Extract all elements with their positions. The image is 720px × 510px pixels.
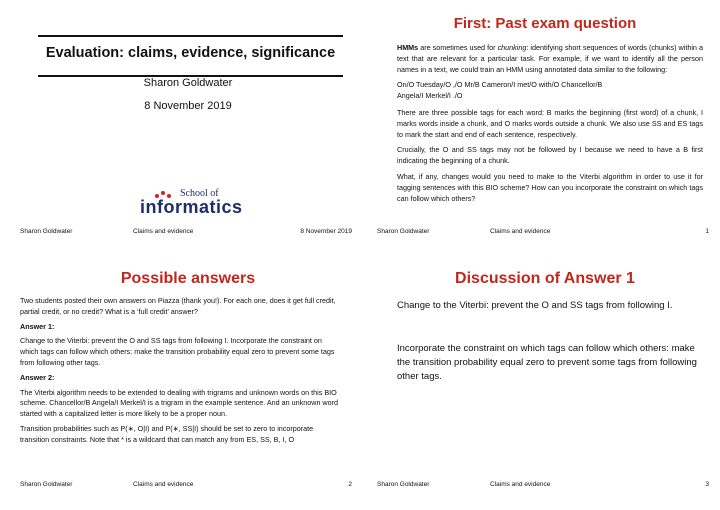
footer-date: 8 November 2019 xyxy=(300,228,352,235)
informatics-logo xyxy=(140,188,250,220)
logo-line1: School of xyxy=(180,188,219,199)
term-chunking: chunking xyxy=(497,43,527,52)
footer-author: Sharon Goldwater xyxy=(377,481,430,488)
deck-title: Evaluation: claims, evidence, significance xyxy=(45,45,336,61)
title-slide xyxy=(18,5,358,250)
page-number: 3 xyxy=(705,481,709,488)
answer-1-label: Answer 1: xyxy=(20,321,55,331)
title-rule-top xyxy=(38,35,343,37)
author: Sharon Goldwater xyxy=(143,77,233,89)
answer-2-label: Answer 2: xyxy=(20,372,55,382)
discussion-point-1: Change to the Viterbi: prevent the O and SS tags from following I. xyxy=(397,300,673,311)
term-hmms: HMMs xyxy=(397,43,419,52)
footer-author: Sharon Goldwater xyxy=(377,228,430,235)
example-line-1: On/O Tuesday/O ,/O Mr/B Cameron/I met/O with/O Chancellor/B xyxy=(397,80,603,90)
paragraph-intro xyxy=(397,43,703,75)
date: 8 November 2019 xyxy=(144,100,232,112)
slide-title: First: Past exam question xyxy=(453,15,637,32)
discussion-point-2: Incorporate the constraint on which tags can follow which others: make the transition probability equal zero to prevent some tags from following other tags. xyxy=(397,343,697,382)
paragraph-question: What, if any, changes would you need to make to the Viterbi algorithm in order to use it for tagging sentences with this BIO scheme? How can you incorporate the constraint on which tags can follow which others? xyxy=(397,171,703,203)
slide-exam-question xyxy=(375,5,715,250)
example-line-2: Angela/I Merkel/I ./O xyxy=(397,91,463,101)
footer-author: Sharon Goldwater xyxy=(20,481,73,488)
footer-topic: Claims and evidence xyxy=(133,228,194,235)
annotated-example xyxy=(397,80,703,102)
logo-line2: informatics xyxy=(140,197,243,217)
answer-2-text: The Viterbi algorithm needs to be extended to dealing with trigrams and unknown words on this BIO scheme. Chancellor/B Angela/I Merkel/I is a trigram in the example sentence. And an unknown word started with a capitalized letter is more likely to be a proper noun. xyxy=(20,387,339,419)
intro-text-b: : identifying short sequences of words (chunks) within a text that are relevant for a particular task. For example, if we want to identify all the person names in a text, we could train an HMM using annotated data similar to the following: xyxy=(397,43,703,74)
footer-topic: Claims and evidence xyxy=(133,481,194,488)
page-number: 2 xyxy=(348,481,352,488)
slide-body xyxy=(397,43,703,209)
intro-text-a: are sometimes used for xyxy=(418,43,498,52)
slide-possible-answers xyxy=(18,258,358,503)
slide-title: Possible answers xyxy=(120,270,256,287)
footer-topic: Claims and evidence xyxy=(490,228,551,235)
paragraph-intro: Two students posted their own answers on Piazza (thank you!). For each one, does it get full credit, partial credit, or no credit? What is a ‘full credit’ answer? xyxy=(20,296,336,316)
slide-title: Discussion of Answer 1 xyxy=(455,270,635,287)
slide-discussion xyxy=(375,258,715,503)
footer-topic: Claims and evidence xyxy=(490,481,551,488)
paragraph-tags: There are three possible tags for each word: B marks the beginning (first word) of a chunk, I marks words inside a chunk, and O marks words outside a chunk. We also use SS and ES tags to mark the start and end of each sentence, respectively. xyxy=(397,107,703,139)
slide-body xyxy=(20,296,338,450)
page-number: 1 xyxy=(705,228,709,235)
answer-1-text: Change to the Viterbi: prevent the O and SS tags from following I. Incorporate the constraint on which tags can follow which others: make the transition probability equal zero to prevent some tags from following other tags. xyxy=(20,336,335,367)
paragraph-constraint: Crucially, the O and SS tags may not be followed by I because we need to have a B first indicating the beginning of a chunk. xyxy=(397,145,703,166)
footer-author: Sharon Goldwater xyxy=(20,228,73,235)
answer-2-text-2: Transition probabilities such as P(∗, O|I) and P(∗, SS|I) should be set to zero to incorporate transition constraints. Note that * is a wildcard that can match any from ES, SS, B, I, O xyxy=(20,423,314,444)
